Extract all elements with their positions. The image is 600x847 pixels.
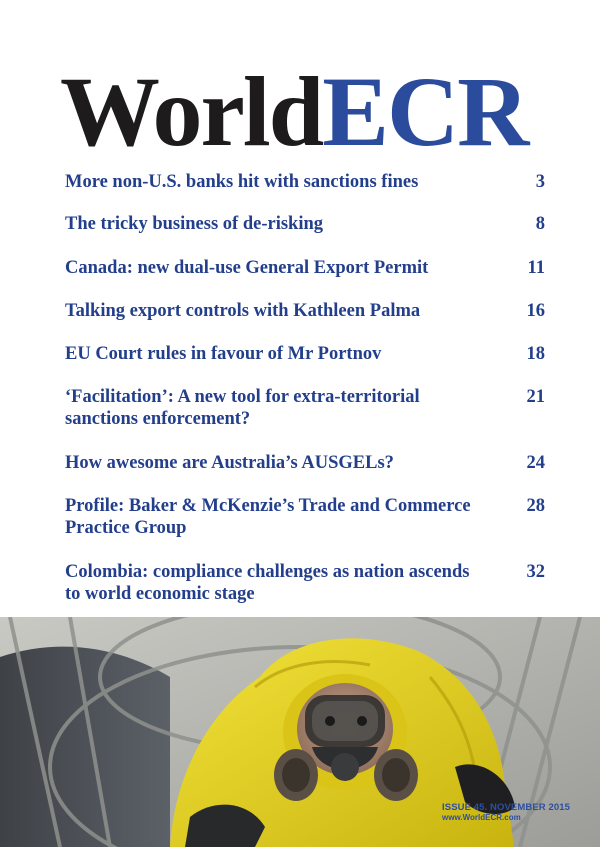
toc-entry-page: 3 [535,172,545,192]
issue-info [442,802,570,823]
toc-entry-page: 8 [535,214,545,234]
toc-entry-title: The tricky business of de-risking [65,214,324,234]
toc-entry-page: 21 [526,387,545,407]
issue-label: ISSUE 45. NOVEMBER 2015 [442,802,570,813]
toc-entry-title: Talking export controls with Kathleen Palma [65,301,421,321]
toc-entry-title: How awesome are Australia’s AUSGELs? [65,453,394,473]
masthead-world: World [60,56,323,167]
masthead-ecr: ECR [322,56,528,167]
toc-entry-page: 11 [527,258,545,278]
toc-entry-page: 24 [526,453,545,473]
toc-entry-page: 28 [526,496,545,516]
toc-entry-page: 16 [526,301,545,321]
toc-entry-title: More non-U.S. banks hit with sanctions fines [65,172,419,192]
toc-entry-title: Colombia: compliance challenges as nation ascends to world economic stage [65,562,470,604]
toc-entry-title: Profile: Baker & McKenzie’s Trade and Commerce Practice Group [65,496,471,538]
toc-entry-page: 32 [526,562,545,582]
toc-entry-title: EU Court rules in favour of Mr Portnov [65,344,382,364]
issue-url[interactable]: www.WorldECR.com [442,813,521,822]
toc-entry-page: 18 [526,344,545,364]
toc-entry-title: ‘Facilitation’: A new tool for extra-territorial sanctions enforcement? [65,387,420,429]
masthead-logo [60,56,528,167]
toc-entry-title: Canada: new dual-use General Export Permit [65,258,429,278]
